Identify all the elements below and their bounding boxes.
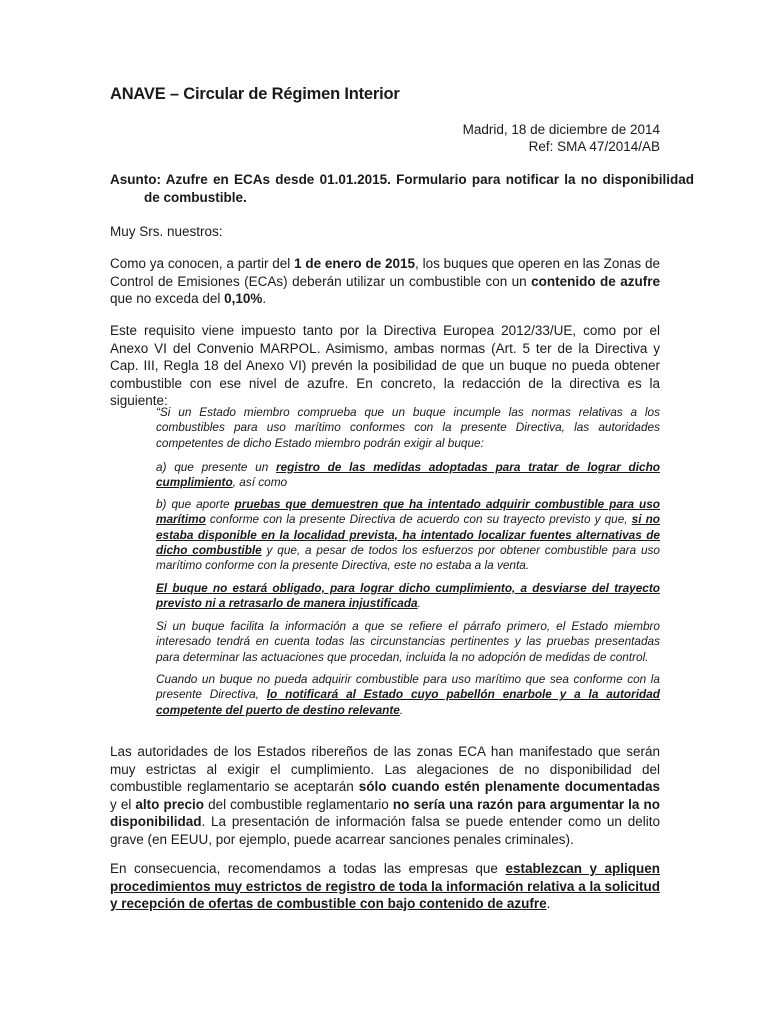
bold-span: 1 de enero de 2015 [294,256,416,271]
text-span: que no exceda del [110,291,225,306]
bold-underline-span: establezcan y apliquen procedimientos muy estrictos de registro de toda la información relativa a la solicitud y recepción de ofertas de combustible con bajo contenido de azufre [110,861,660,911]
text-span: , así como [232,475,288,490]
text-span: conforme con la presente Directiva de acuerdo con su trayecto previsto y que, [205,512,632,527]
quote-item-a [156,460,660,491]
bold-span: sólo cuando estén plenamente documentadas [358,779,660,794]
paragraph-1 [110,255,660,308]
text-span: . [417,596,421,611]
text-span: del combustible reglamentario [204,796,393,812]
text-span: En consecuencia, recomendamos a todas las empresas que [110,861,506,876]
document-reference: Ref: SMA 47/2014/AB [528,139,660,154]
paragraph-4 [110,860,660,913]
subject-line: Asunto: Azufre en ECAs desde 01.01.2015. Formulario para notificar la no disponibilidad de combustible. [110,172,694,205]
bold-span: alto precio [135,796,204,812]
paragraph-2: Este requisito viene impuesto tanto por la Directiva Europea 2012/33/UE, como por el Anexo VI del Convenio MARPOL. Asimismo, ambas normas (Art. 5 ter de la Directiva y Cap. III, Regla 18 del Anexo VI) prevén la posibilidad de que un buque no pueda obtener combustible con ese nivel de azufre. En concreto, la redacción de la directiva es la siguiente: [110,323,660,408]
bold-underline-span: pruebas que demuestren que ha intentado adquirir combustible para uso marítimo [156,497,660,527]
quote-notification [156,672,660,718]
bold-underline-span: si no estaba disponible en la localidad prevista, ha intentado localizar fuentes alternativas de dicho combustible [156,512,660,557]
paragraph-3 [110,743,660,848]
bold-underline-span: lo notificará al Estado cuyo pabellón enarbole y a la autoridad competente del puerto de destino relevante [156,687,660,717]
text-span: Como ya conocen, a partir del [110,256,295,271]
quote-intro: “Si un Estado miembro comprueba que un buque incumple las normas relativas a los combustibles para uso marítimo conformes con la presente Directiva, las autoridades competentes de dicho Estado miembro podrán exigir al buque: [156,405,660,450]
quote-item-b [156,497,660,573]
text-span: . [262,291,267,306]
bold-underline-span: registro de las medidas adoptadas para tratar de lograr dicho cumplimiento [156,460,660,490]
text-span: y que, a pesar de todos los esfuerzos por obtener combustible para uso marítimo conforme con la presente Directiva, este no estaba a la venta. [156,542,660,573]
text-span: . La presentación de información falsa se puede entender como un delito grave (en EEUU, por ejemplo, puede acarrear sanciones penales criminales). [110,814,660,847]
text-span: y el [110,796,136,812]
quote-obligation [156,581,660,612]
text-span: b) que aporte [156,497,235,511]
bold-span: 0,10% [224,291,263,306]
text-span: Las autoridades de los Estados ribereños de las zonas ECA han manifestado que serán muy estrictas al exigir el cumplimiento. Las alegaciones de no disponibilidad del combustible reglamentario se aceptarán [110,744,660,794]
text-span: , los buques que operen en las Zonas de Control de Emisiones (ECAs) deberán utilizar un combustible con un [110,256,660,289]
text-span: . [546,896,551,911]
text-span: . [399,702,404,717]
bold-underline-span: El buque no estará obligado, para lograr dicho cumplimiento, a desviarse del trayecto previsto ni a retrasarlo de manera injustificada [156,581,660,611]
text-span: a) que presente un [156,460,277,474]
quote-information: Si un buque facilita la información a que se refiere el párrafo primero, el Estado miembro interesado tendrá en cuenta todas las circunstancias pertinentes y las pruebas presentadas para determinar las actuaciones que procedan, incluida la no adopción de medidas de control. [156,619,660,664]
document-title: ANAVE – Circular de Régimen Interior [110,85,400,103]
document-date: Madrid, 18 de diciembre de 2014 [462,122,660,137]
bold-span: contenido de azufre [531,273,661,289]
date-reference-block [463,121,660,155]
greeting: Muy Srs. nuestros: [110,224,223,239]
text-span: Cuando un buque no pueda adquirir combustible para uso marítimo que sea conforme con la presente Directiva, [156,672,660,702]
bold-span: no sería una razón para argumentar la no disponibilidad [110,796,660,829]
